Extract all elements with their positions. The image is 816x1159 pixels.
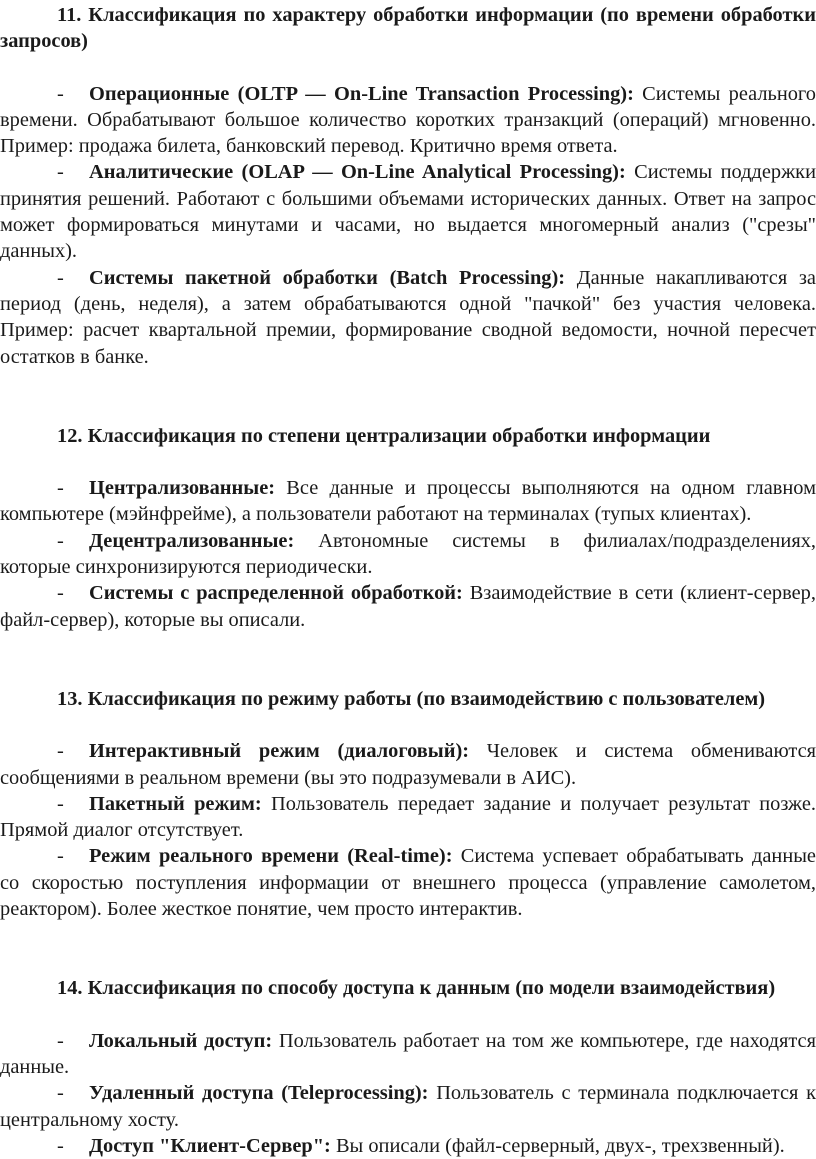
item-term: Пакетный режим: xyxy=(89,792,262,815)
item-text: Системы поддержки принятия решений. Работают с большими объемами исторических данных. Ответ на запрос может формироваться минутами и часами, но выдается многомерный анализ ("срезы" данных). xyxy=(0,161,816,263)
dash-marker: - xyxy=(57,161,64,184)
item-term: Удаленный доступа (Teleprocessing): xyxy=(89,1082,429,1105)
item-text: Вы описали (файл-серверный, двух-, трехзвенный). xyxy=(330,1134,785,1157)
dash-marker: - xyxy=(57,1134,64,1157)
list-item xyxy=(0,159,816,264)
list-item xyxy=(0,791,816,844)
item-text: Взаимодействие в сети (клиент-сервер, файл-сервер), которые вы описали. xyxy=(0,582,816,631)
dash-marker: - xyxy=(57,845,64,868)
section-11 xyxy=(0,2,816,370)
list-item xyxy=(0,81,816,160)
item-text: Данные накапливаются за период (день, неделя), а затем обрабатываются одной "пачкой" без участия человека. Пример: расчет квартальной премии, формирование сводной ведомости, ночной пересчет остатков в банке. xyxy=(0,266,816,368)
item-term: Интерактивный режим (диалоговый): xyxy=(89,740,470,763)
list-item xyxy=(0,1133,816,1159)
dash-marker: - xyxy=(57,582,64,605)
section-heading: 12. Классификация по степени централизации обработки информации xyxy=(57,424,711,447)
dash-marker: - xyxy=(57,529,64,552)
item-text: Автономные системы в филиалах/подразделениях, которые синхронизируются периодически. xyxy=(0,529,816,579)
section-13 xyxy=(0,686,816,922)
list-item xyxy=(0,738,816,791)
item-term: Системы с распределенной обработкой: xyxy=(89,582,463,605)
item-text: Пользователь работает на том же компьютере, где находятся данные. xyxy=(0,1029,816,1078)
dash-marker: - xyxy=(57,740,64,763)
section-heading: 11. Классификация по характеру обработки информации (по времени обработки запросов) xyxy=(0,4,816,53)
item-text: Системы реального времени. Обрабатывают большое количество коротких транзакций (операций) мгновенно. Пример: продажа билета, банковский перевод. Критично время ответа. xyxy=(0,82,816,158)
item-text: Пользователь с терминала подключается к центральному хосту. xyxy=(0,1082,816,1131)
section-heading: 13. Классификация по режиму работы (по взаимодействию с пользователем) xyxy=(57,687,766,710)
item-text: Человек и система обмениваются сообщениями в реальном времени (вы это подразумевали в АИС). xyxy=(0,740,816,789)
list-item xyxy=(0,528,816,581)
list-item xyxy=(0,580,816,633)
dash-marker: - xyxy=(57,792,64,815)
dash-marker: - xyxy=(57,1029,64,1052)
section-12 xyxy=(0,423,816,633)
dash-marker: - xyxy=(57,82,64,105)
item-term: Операционные (OLTP — On-Line Transaction Processing): xyxy=(89,82,634,105)
item-term: Режим реального времени (Real-time): xyxy=(89,845,453,868)
item-term: Локальный доступ: xyxy=(89,1029,273,1052)
list-item xyxy=(0,1080,816,1133)
item-term: Доступ "Клиент-Сервер": xyxy=(89,1134,331,1157)
item-term: Системы пакетной обработки (Batch Processing): xyxy=(89,266,566,289)
list-item xyxy=(0,475,816,528)
section-heading: 14. Классификация по способу доступа к данным (по модели взаимодействия) xyxy=(57,977,776,1000)
dash-marker: - xyxy=(57,1082,64,1105)
item-text: Все данные и процессы выполняются на одном главном компьютере (мэйнфрейме), а пользователи работают на терминалах (тупых клиентах). xyxy=(0,477,816,526)
item-term: Аналитические (OLAP — On-Line Analytical Processing): xyxy=(89,161,626,184)
list-item xyxy=(0,1028,816,1081)
item-term: Централизованные: xyxy=(89,477,276,500)
dash-marker: - xyxy=(57,477,64,500)
item-text: Система успевает обрабатывать данные со скоростью поступления информации от внешнего процесса (управление самолетом, реактором). Более жесткое понятие, чем просто интерактив. xyxy=(0,845,816,921)
dash-marker: - xyxy=(57,266,64,289)
section-14 xyxy=(0,975,816,1159)
item-text: Пользователь передает задание и получает результат позже. Прямой диалог отсутствует. xyxy=(0,792,816,842)
list-item xyxy=(0,843,816,922)
list-item xyxy=(0,265,816,370)
item-term: Децентрализованные: xyxy=(89,529,295,552)
document-page xyxy=(0,2,816,1159)
